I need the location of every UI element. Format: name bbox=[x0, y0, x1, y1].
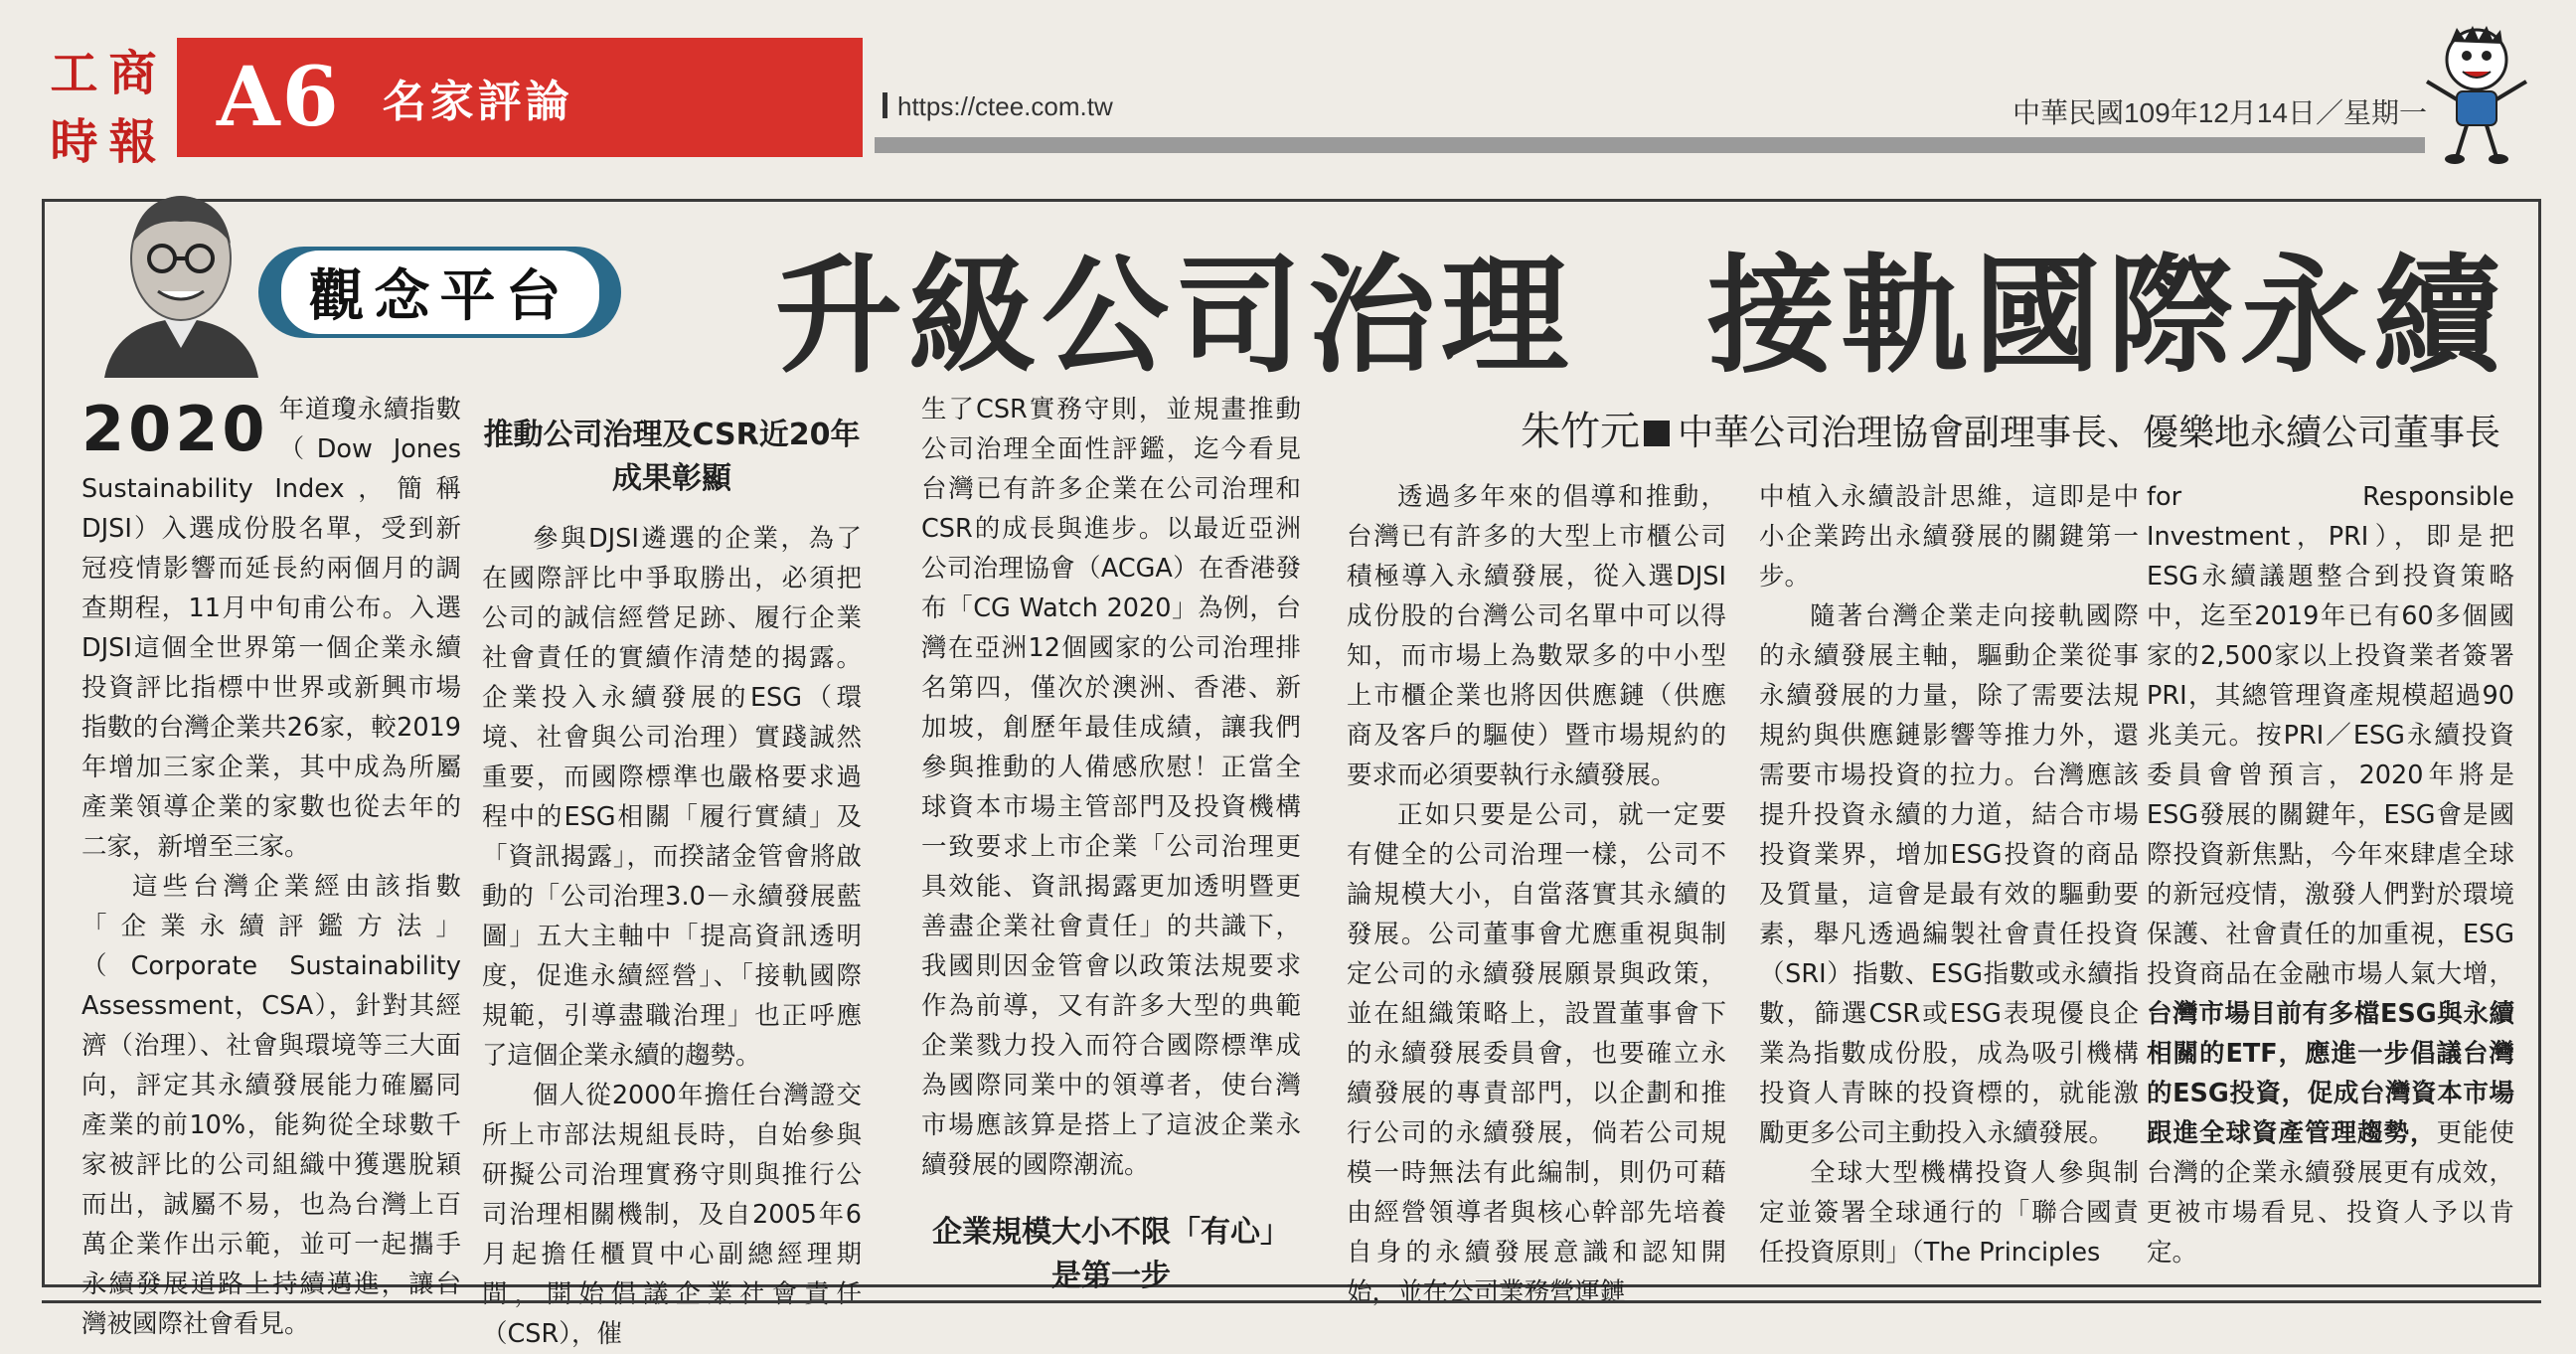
byline bbox=[1521, 400, 2500, 456]
author-portrait-icon bbox=[94, 184, 268, 378]
next-article-edge bbox=[42, 1300, 2541, 1338]
highlighted-text: 台灣市場目前有多檔ESG與永續相關的ETF，應進一步倡議台灣的ESG投資，促成台灣資本市場跟進全球資產管理趨勢， bbox=[2147, 999, 2514, 1148]
column-badge-label: 觀念平台 bbox=[281, 251, 599, 334]
paragraph: 中植入永續設計思維，這即是中小企業跨出永續發展的關鍵第一步。 bbox=[1759, 482, 2139, 592]
paragraph: 這些台灣企業經由該指數「企業永續評鑑方法」（Corporate Sustainability Assessment，CSA），針對其經濟（治理）、社會與環境等三大面向，評定其永續發展能力確屬同產業的前10%，能夠從全球數千家被評比的公司組織中獲選脫穎而出，誠屬不易，也為台灣上百萬企業作出示範，並可一起攜手永續發展道路上持續邁進，讓台灣被國際社會看見。 bbox=[81, 872, 461, 1339]
author-title: 中華公司治理協會副理事長、優樂地永續公司董事長 bbox=[1678, 413, 2501, 453]
issue-date: 中華民國109年12月14日／星期一 bbox=[2012, 97, 2427, 128]
logo-char: 時 bbox=[50, 114, 98, 170]
subheading: 推動公司治理及CSR近20年成果彰顯 bbox=[483, 418, 861, 496]
lead-text: 年道瓊永續指數（Dow Jones Sustainability Index，簡稱DJSI）入選成份股名單，受到新冠疫情影響而延長約兩個月的調查期程，11月中旬甫公布。入選DJSI這個全世界第一個企業永續投資評比指標中世界或新興市場指數的台灣企業共26家，較2019年增加三家企業，其中成為所屬產業領導企業的家數也從去年的二家，新增至三家。 bbox=[81, 395, 461, 862]
paragraph: 參與DJSI遴選的企業，為了在國際評比中爭取勝出，必須把公司的誠信經營足跡、履行企業社會責任的實續作清楚的揭露。企業投入永續發展的ESG（環境、社會與公司治理）實踐誠然重要，而國際標準也嚴格要求過程中的ESG相關「履行實績」及「資訊揭露」，而揆諸金管會將啟動的「公司治理3.0－永續發展藍圖」五大主軸中「提高資訊透明度，促進永續經營」、「接軌國際規範，引導盡職治理」也正呼應了這個企業永續的趨勢。 bbox=[482, 524, 862, 1071]
masthead bbox=[0, 0, 2576, 204]
paragraph bbox=[81, 390, 461, 867]
paragraph: 全球大型機構投資人參與制定並簽署全球通行的「聯合國責任投資原則」（The Principles bbox=[1759, 1158, 2139, 1268]
paragraph: 生了CSR實務守則，並規畫推動公司治理全面性評鑑，迄今看見台灣已有許多企業在公司治理和CSR的成長與進步。以最近亞洲公司治理協會（ACGA）在香港發布「CG Watch 2020」為例，台灣在亞洲12個國家的公司治理排名第四，僅次於澳洲、香港、新加坡，創歷年最佳成績，讓我們參與推動的人備感欣慰！正當全球資本市場主管部門及投資機構一致要求上市企業「公司治理更具效能、資訊揭露更加透明暨更善盡企業社會責任」的共識下，我國則因金管會以政策法規要求作為前導，又有許多大型的典範企業戮力投入而符合國際標準成為國際同業中的領導者，使台灣市場應該算是搭上了這波企業永續發展的國際潮流。 bbox=[921, 395, 1301, 1180]
lead-number: 2020 bbox=[81, 393, 269, 465]
logo-char: 工 bbox=[50, 46, 98, 101]
text-run: for Responsible Investment，PRI），即是把ESG永續議題整合到投資策略中，迄至2019年已有60多個國家的2,500家以上投資業者簽署PRI，其總管理資產規模超過90兆美元。按PRI／ESG永續投資委員會曾預言，2020年將是ESG發展的關鍵年，ESG會是國際投資新焦點，今年來肆虐全球的新冠疫情，激發人們對於環境保護、社會責任的加重視，ESG投資商品在金融市場人氣大增， bbox=[2147, 482, 2514, 989]
text-run: 更能使台灣的企業永續發展更有成效，更被市場看見、投資人予以肯定。 bbox=[2147, 1118, 2514, 1268]
newspaper-logo bbox=[45, 35, 162, 170]
website-url[interactable]: https://ctee.com.tw bbox=[883, 91, 1113, 122]
paragraph bbox=[2147, 477, 2514, 1272]
logo-char: 報 bbox=[108, 114, 157, 170]
text-column-2 bbox=[482, 408, 862, 1349]
logo-char: 商 bbox=[108, 46, 157, 101]
text-column-6 bbox=[2147, 477, 2514, 1268]
byline-square-icon bbox=[1644, 421, 1670, 446]
section-name: 名家評論 bbox=[382, 77, 573, 127]
section-bar bbox=[177, 38, 863, 157]
paragraph: 隨著台灣企業走向接軌國際的永續發展主軸，驅動企業從事永續發展的力量，除了需要法規規約與供應鏈影響等推力外，還需要市場投資的拉力。台灣應該提升投資永續的力道，結合市場投資業界，增加ESG投資的商品及質量，這會是最有效的驅動要素，舉凡透過編製社會責任投資（SRI）指數、ESG指數或永續指數，篩選CSR或ESG表現優良企業為指數成份股，成為吸引機構投資人青睞的投資標的，就能激勵更多公司主動投入永續發展。 bbox=[1759, 601, 2139, 1148]
paragraph: 正如只要是公司，就一定要有健全的公司治理一樣，公司不論規模大小，自當落實其永續的發展。公司董事會尤應重視與制定公司的永續發展願景與政策，並在組織策略上，設置董事會下的永續發展委員會，也要確立永續發展的專責部門，以企劃和推行公司的永續發展，倘若公司規模一時無法有此編制，則仍可藉由經營領導者與核心幹部先培養自身的永續發展意識和認知開始，並在公司業務營運鏈 bbox=[1347, 800, 1726, 1307]
article-headline: 升級公司治理 接軌國際永續 bbox=[775, 242, 2507, 391]
mascot-icon bbox=[2417, 20, 2536, 169]
text-column-4 bbox=[1347, 477, 1726, 1307]
text-column-3 bbox=[921, 390, 1301, 1293]
masthead-rule bbox=[875, 137, 2425, 153]
text-column-5 bbox=[1759, 477, 2139, 1268]
column-badge bbox=[258, 247, 621, 338]
text-column-1 bbox=[81, 390, 461, 1339]
paragraph: 透過多年來的倡導和推動，台灣已有許多的大型上市櫃公司積極導入永續發展，從入選DJSI成份股的台灣公司名單中可以得知，而市場上為數眾多的中小型上市櫃企業也將因供應鏈（供應商及客戶的驅使）暨市場規約的要求而必須要執行永續發展。 bbox=[1347, 482, 1726, 790]
paragraph: 個人從2000年擔任台灣證交所上市部法規組長時，自始參與研擬公司治理實務守則與推行公司治理相關機制，及自2005年6月起擔任櫃買中心副總經理期間，開始倡議企業社會責任（CSR），催 bbox=[482, 1081, 862, 1349]
subheading: 企業規模大小不限「有心」是第一步 bbox=[932, 1215, 1290, 1293]
author-name: 朱竹元 bbox=[1521, 409, 1640, 454]
page-number: A6 bbox=[217, 50, 341, 145]
